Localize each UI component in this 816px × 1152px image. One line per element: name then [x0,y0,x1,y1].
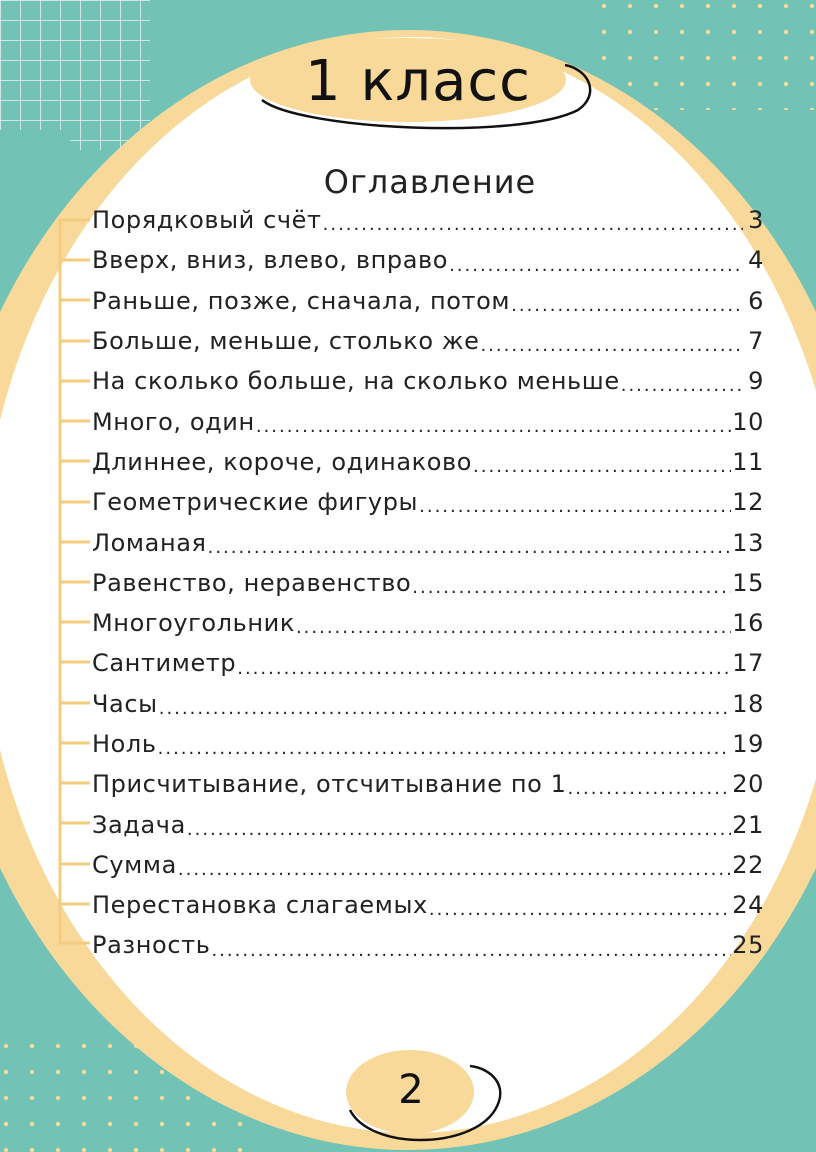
toc-item[interactable] [92,200,764,240]
toc-item-label: Порядковый счёт [92,206,322,235]
toc-item[interactable] [92,845,764,885]
toc-item-label: Равенство, неравенство [92,568,412,597]
toc-item-label: Присчитывание, отсчитывание по 1 [92,770,567,799]
toc-item-label: На сколько больше, на сколько меньше [92,367,620,396]
toc-item[interactable] [92,321,764,361]
toc-item[interactable] [92,925,764,965]
dot-leader [256,418,731,442]
toc-item-label: Длиннее, короче, одинаково [92,447,473,476]
dot-leader [511,297,743,321]
toc-item[interactable] [92,603,764,643]
toc-item[interactable] [92,281,764,321]
dot-leader [158,740,732,764]
dot-leader [178,861,731,885]
toc-item-page: 22 [732,850,764,879]
dot-leader [449,257,743,281]
toc-item-page: 17 [732,649,764,678]
dot-leader [429,901,731,925]
dot-leader [208,539,732,563]
toc-item-label: Многоугольник [92,609,295,638]
toc-item-label: Сантиметр [92,649,237,678]
toc-list [92,200,764,966]
toc-item[interactable] [92,361,764,401]
toc-item-label: Больше, меньше, столько же [92,327,480,356]
toc-item[interactable] [92,401,764,441]
toc-item-page: 24 [732,891,764,920]
toc-item[interactable] [92,563,764,603]
toc-item-label: Раньше, позже, сначала, потом [92,286,511,315]
toc-item[interactable] [92,724,764,764]
dot-leader [323,216,743,240]
dot-leader [237,660,731,684]
toc-item-page: 4 [748,246,764,275]
toc-item-page: 16 [732,609,764,638]
toc-item-page: 13 [732,528,764,557]
toc-item[interactable] [92,764,764,804]
dot-leader [480,337,743,361]
toc-item-page: 9 [748,367,764,396]
toc-heading: Оглавление [323,163,537,201]
toc-item-label: Много, один [92,407,255,436]
dot-leader [296,619,731,643]
dot-leader [419,498,731,522]
toc-item-page: 15 [732,568,764,597]
toc-item-label: Геометрические фигуры [92,488,419,517]
dot-leader [159,700,732,724]
toc-item-page: 18 [732,689,764,718]
toc-item[interactable] [92,643,764,683]
toc-item-label: Разность [92,931,211,960]
toc-item-page: 10 [732,407,764,436]
toc-item-page: 6 [748,286,764,315]
toc-item[interactable] [92,442,764,482]
page-number: 2 [398,1067,424,1113]
dot-leader [473,458,731,482]
dot-leader [412,579,731,603]
toc-item-page: 3 [748,206,764,235]
dot-leader [568,780,732,804]
toc-item-page: 25 [732,931,764,960]
toc-item[interactable] [92,240,764,280]
toc-item[interactable] [92,885,764,925]
toc-item[interactable] [92,482,764,522]
dots-decoration-top [600,0,816,110]
toc-item-label: Вверх, вниз, влево, вправо [92,246,449,275]
toc-item-label: Перестановка слагаемых [92,891,428,920]
page-title: 1 класс [305,49,531,114]
toc-item-label: Ноль [92,730,157,758]
toc-item-page: 19 [732,730,764,758]
toc-item-page: 11 [732,447,764,476]
toc-item-label: Часы [92,689,158,718]
toc-item[interactable] [92,522,764,562]
toc-item[interactable] [92,684,764,724]
toc-item[interactable] [92,804,764,844]
toc-item-label: Ломаная [92,528,207,557]
dot-leader [621,377,743,401]
toc-item-page: 21 [732,810,764,839]
dot-leader [187,821,731,845]
toc-item-label: Задача [92,810,186,839]
dot-leader [211,942,731,966]
toc-item-page: 20 [732,770,764,799]
toc-item-page: 12 [732,488,764,517]
toc-item-label: Сумма [92,850,177,879]
toc-item-page: 7 [748,327,764,356]
